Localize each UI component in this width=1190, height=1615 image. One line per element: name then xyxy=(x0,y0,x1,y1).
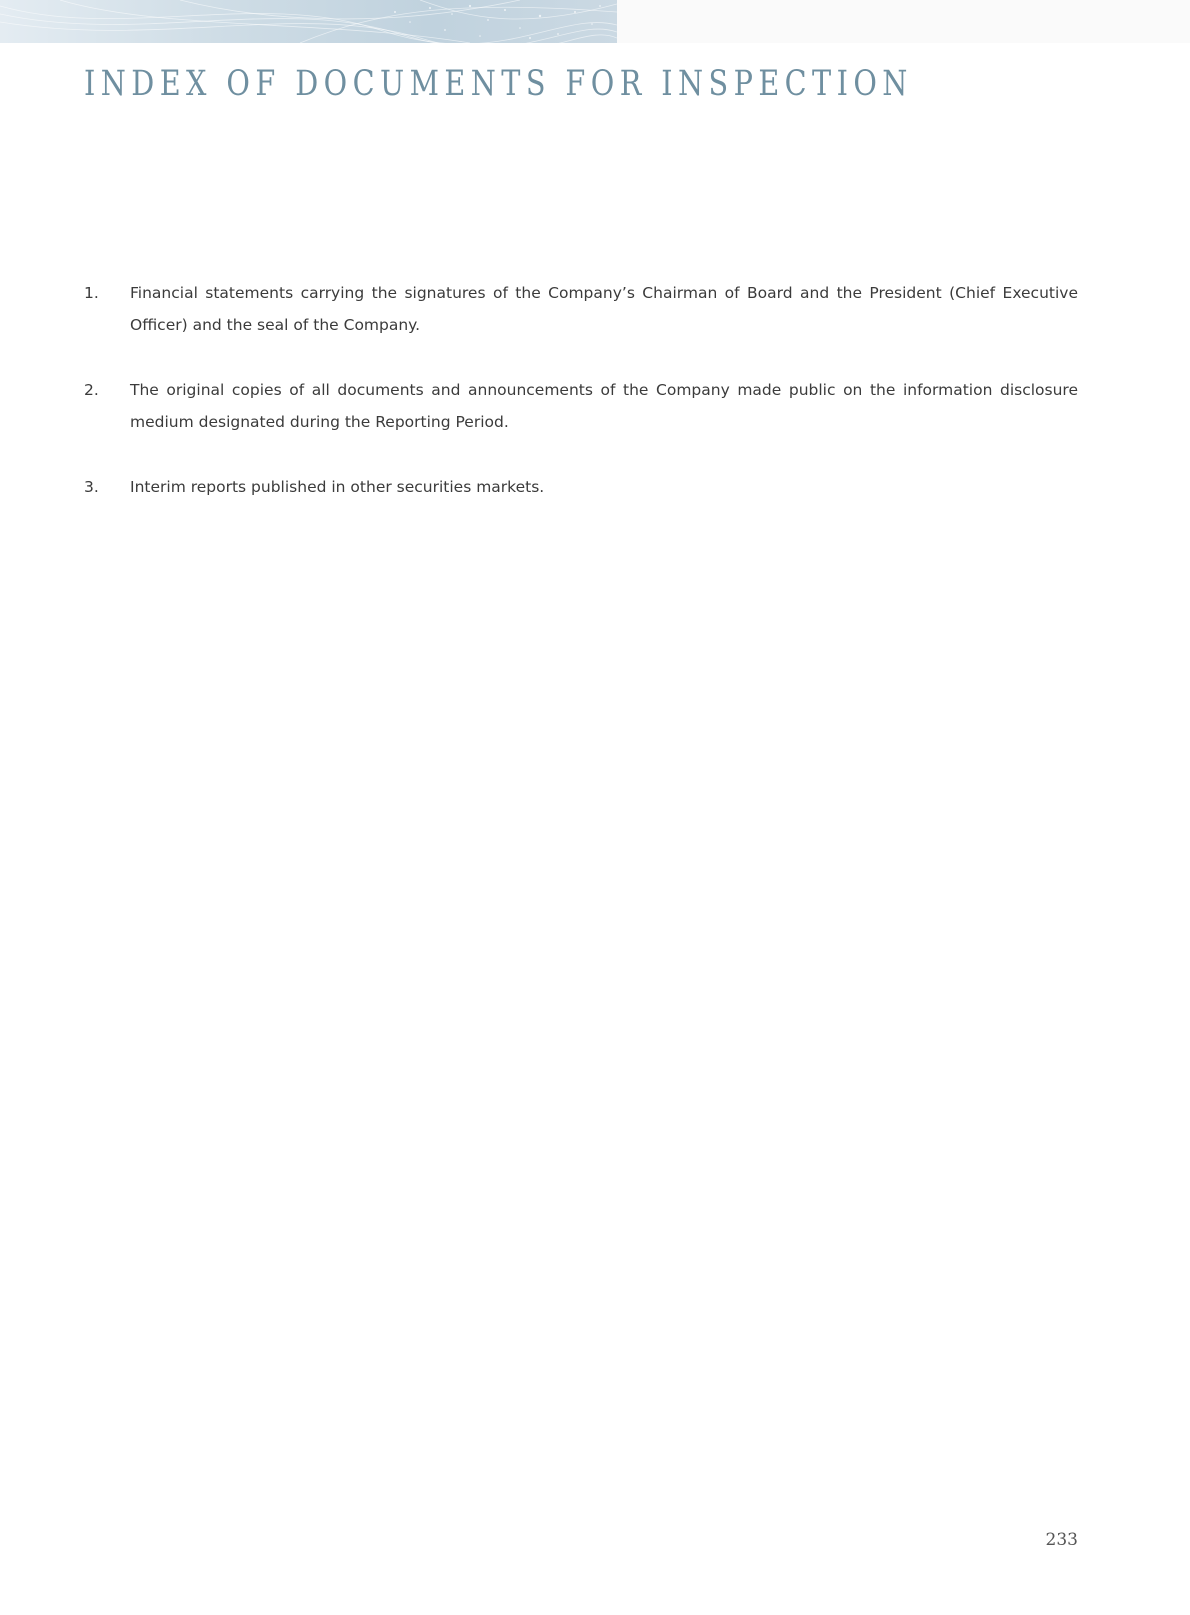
list-item-text: The original copies of all documents and announcements of the Company made public on the information disclosure medium designated during the Reporting Period. xyxy=(130,381,1078,431)
list-item xyxy=(84,471,1078,503)
documents-list xyxy=(84,277,1078,536)
page-title: INDEX OF DOCUMENTS FOR INSPECTION xyxy=(84,64,913,104)
header-banner-blank xyxy=(617,0,1190,43)
list-item-text: Financial statements carrying the signatures of the Company’s Chairman of Board and the President (Chief Executive Officer) and the seal of the Company. xyxy=(130,284,1078,334)
list-item-number: 2. xyxy=(84,381,99,399)
page-number: 233 xyxy=(1045,1530,1078,1550)
list-item-number: 1. xyxy=(84,284,99,302)
header-banner-graphic xyxy=(0,0,617,43)
list-item-number: 3. xyxy=(84,478,99,496)
list-item xyxy=(84,277,1078,341)
list-item xyxy=(84,374,1078,438)
list-item-text: Interim reports published in other securities markets. xyxy=(130,478,545,496)
